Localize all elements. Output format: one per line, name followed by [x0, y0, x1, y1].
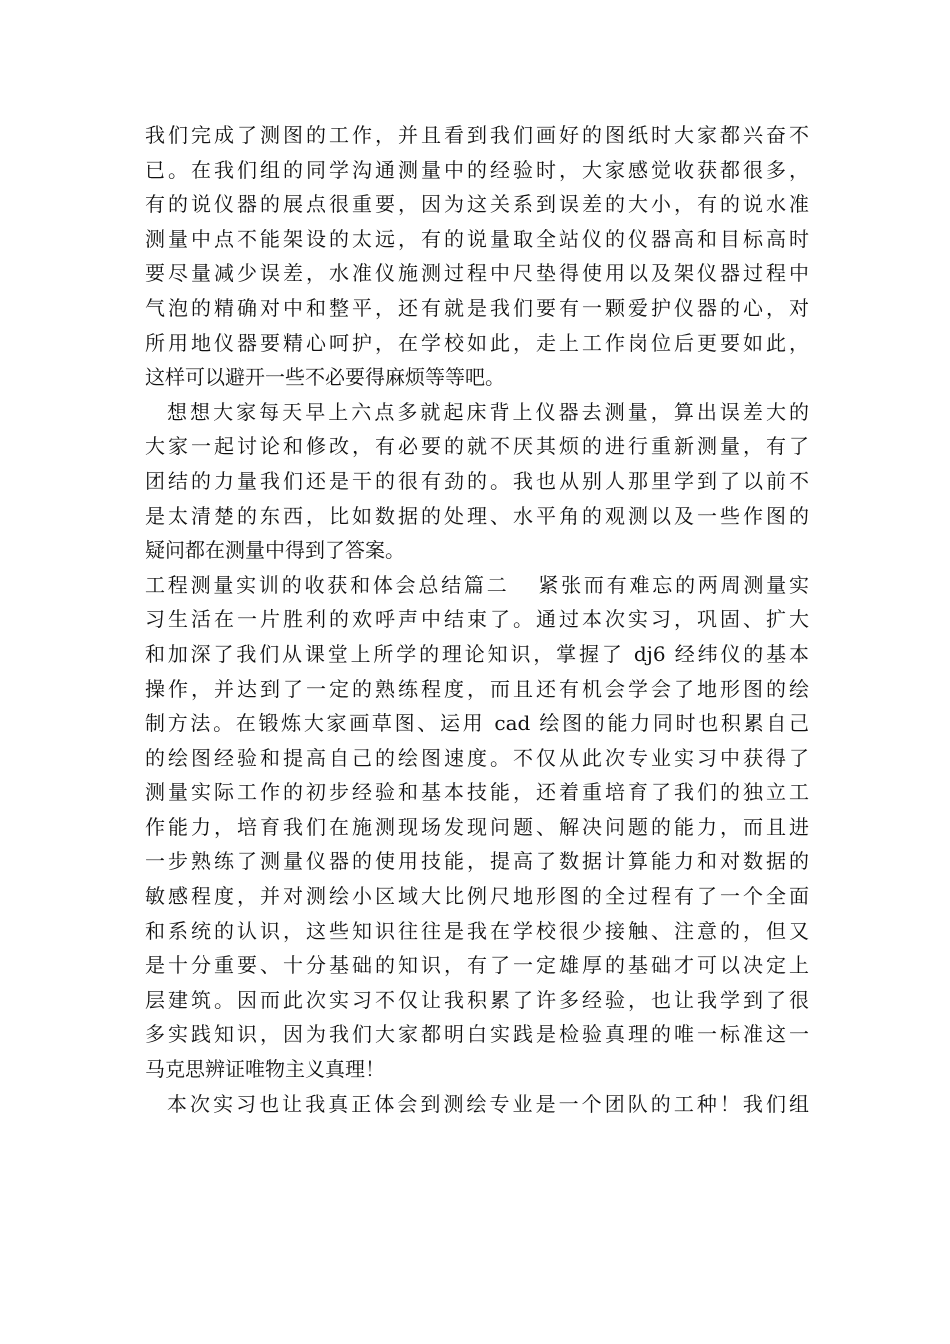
text-line: 我们完成了测图的工作，并且看到我们画好的图纸时大家都兴奋不	[145, 123, 809, 147]
text-line: 多实践知识，因为我们大家都明白实践是检验真理的唯一标准这一	[145, 1022, 809, 1047]
text-line: 操作，并达到了一定的熟练程度，而且还有机会学会了地形图的绘	[145, 676, 809, 701]
text-line: 习生活在一片胜利的欢呼声中结束了。通过本次实习，巩固、扩大	[145, 607, 809, 632]
text-line: 敏感程度，并对测绘小区域大比例尺地形图的全过程有了一个全面	[145, 884, 809, 909]
text-line: 这样可以避开一些不必要得麻烦等等吧。	[145, 365, 505, 390]
text-line: 已。在我们组的同学沟通测量中的经验时，大家感觉收获都很多，	[145, 157, 809, 182]
section-heading: 工程测量实训的收获和体会总结篇二	[145, 572, 510, 597]
text-line: 层建筑。因而此次实习不仅让我积累了许多经验，也让我学到了很	[145, 987, 809, 1012]
text-line: 想想大家每天早上六点多就起床背上仪器去测量，算出误差大的	[167, 399, 809, 424]
text-line: 作能力，培育我们在施测现场发现问题、解决问题的能力，而且进	[145, 814, 809, 839]
text-line: 气泡的精确对中和整平，还有就是我们要有一颗爱护仪器的心，对	[145, 295, 809, 320]
paragraph-3	[145, 568, 809, 1087]
paragraph-2	[145, 395, 809, 568]
text-line: 要尽量减少误差，水准仪施测过程中尺垫得使用以及架仪器过程中	[145, 261, 809, 286]
text-line: 制方法。在锻炼大家画草图、运用 cad 绘图的能力同时也积累自己	[145, 711, 809, 736]
text-line: 是十分重要、十分基础的知识，有了一定雄厚的基础才可以决定上	[145, 953, 809, 978]
text-line: 本次实习也让我真正体会到测绘专业是一个团队的工种！我们组	[167, 1091, 809, 1116]
text-run: 紧张而有难忘的两周测量实	[535, 572, 809, 597]
text-line: 和加深了我们从课堂上所学的理论知识，掌握了 dj6 经纬仪的基本	[145, 641, 809, 666]
text-line: 疑问都在测量中得到了答案。	[145, 538, 405, 563]
text-line: 和系统的认识，这些知识往往是我在学校很少接触、注意的，但又	[145, 918, 809, 943]
heading-line	[145, 568, 809, 603]
text-line: 马克思辨证唯物主义真理！	[145, 1057, 385, 1082]
document-body	[145, 118, 809, 1121]
text-line: 一步熟练了测量仪器的使用技能，提高了数据计算能力和对数据的	[145, 849, 809, 874]
text-line: 测量实际工作的初步经验和基本技能，还着重培育了我们的独立工	[145, 780, 809, 805]
text-line: 测量中点不能架设的太远，有的说量取全站仪的仪器高和目标高时	[145, 226, 809, 251]
text-line: 的绘图经验和提高自己的绘图速度。不仅从此次专业实习中获得了	[145, 745, 809, 770]
paragraph-4	[145, 1087, 809, 1122]
text-line: 是太清楚的东西，比如数据的处理、水平角的观测以及一些作图的	[145, 503, 809, 528]
text-line: 有的说仪器的展点很重要，因为这关系到误差的大小，有的说水准	[145, 192, 809, 217]
text-line: 大家一起讨论和修改，有必要的就不厌其烦的进行重新测量，有了	[145, 434, 809, 459]
paragraph-1	[145, 118, 809, 395]
text-line: 团结的力量我们还是干的很有劲的。我也从别人那里学到了以前不	[145, 468, 809, 493]
text-line: 所用地仪器要精心呵护，在学校如此，走上工作岗位后更要如此，	[145, 330, 809, 355]
